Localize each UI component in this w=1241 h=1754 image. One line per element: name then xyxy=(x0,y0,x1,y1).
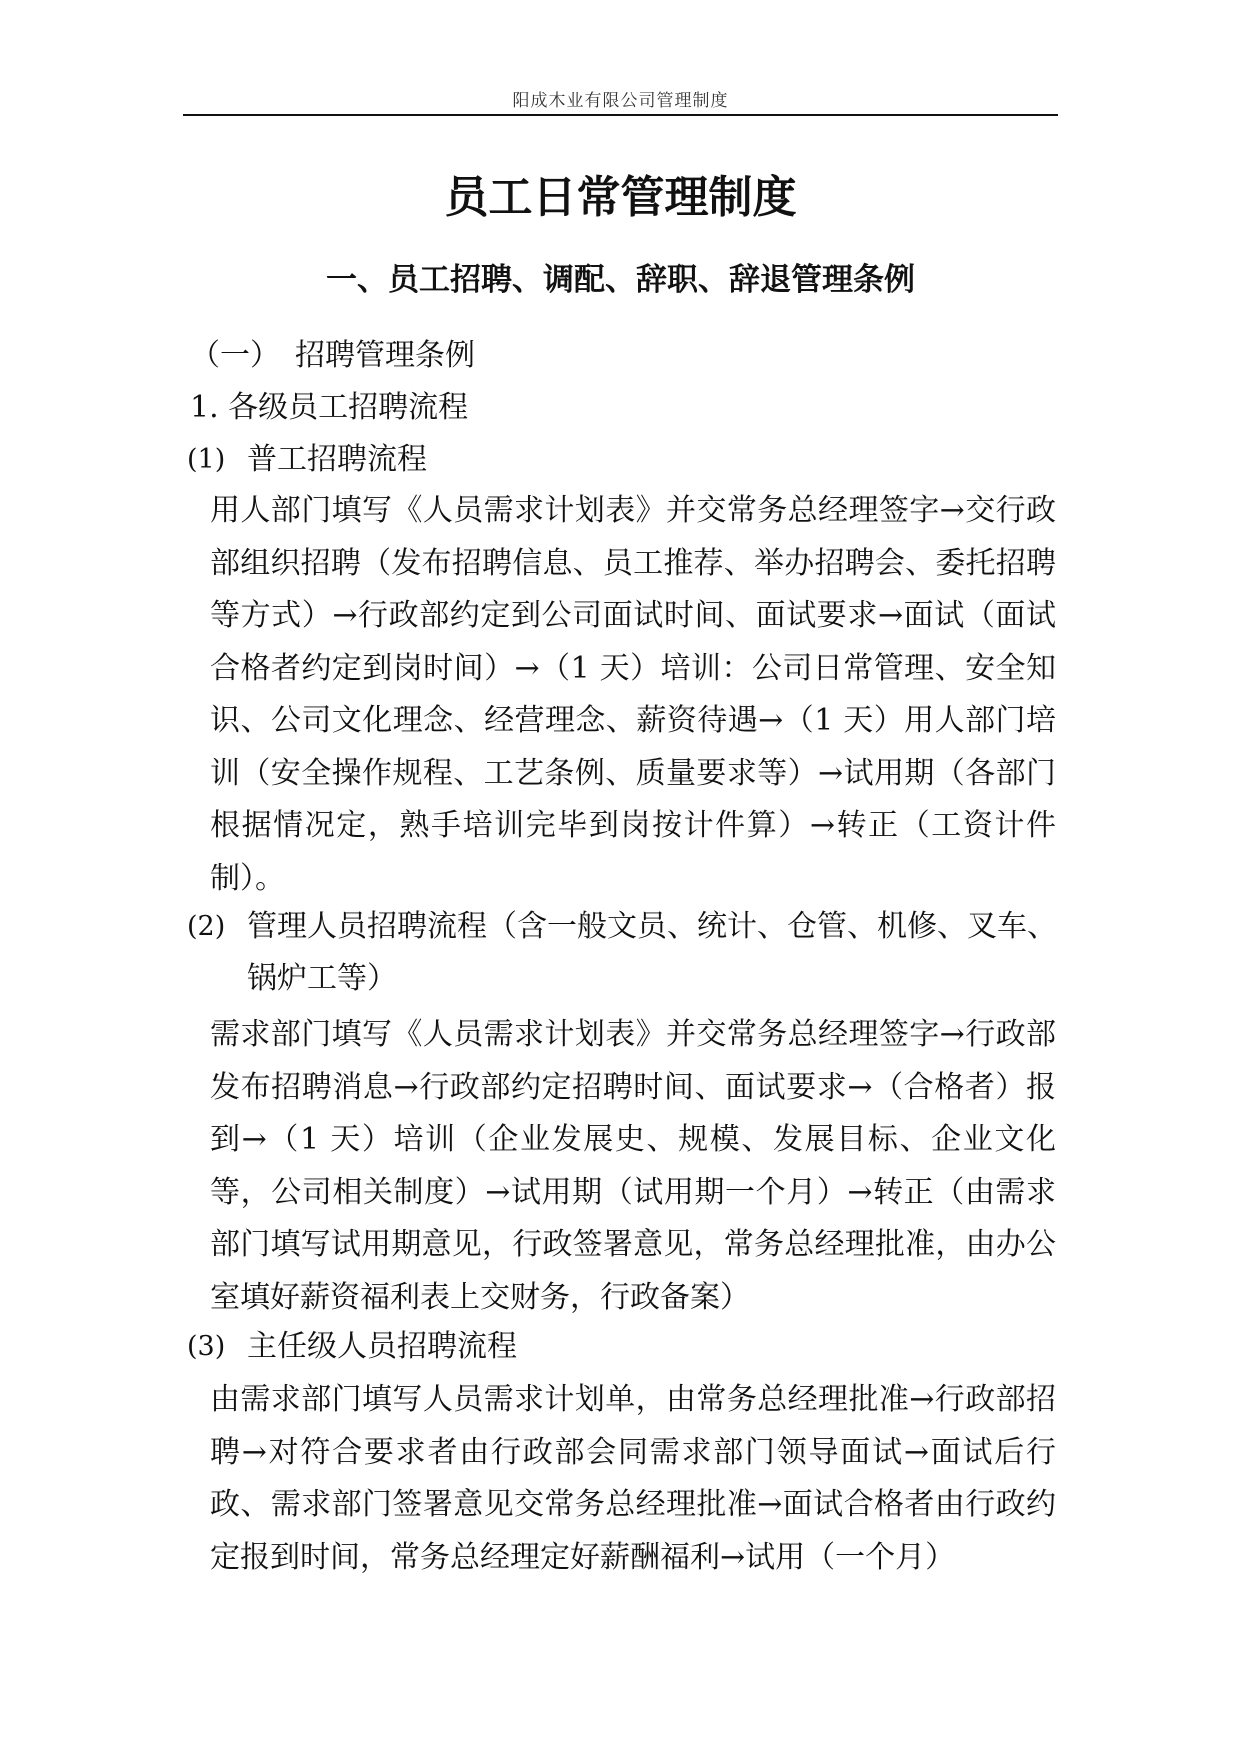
section-title: 一、员工招聘、调配、辞职、辞退管理条例 xyxy=(326,262,915,298)
header-divider xyxy=(183,114,1058,116)
item-body-paragraph: 由需求部门填写人员需求计划单，由常务总经理批准→行政部招聘→对符合要求者由行政部会同需求部门领导面试→面试后行政、需求部门签署意见交常务总经理批准→面试合格者由行政约定报到时间，常务总经理定好薪酬福利→试用（一个月） xyxy=(210,1382,1056,1575)
item-number: (2) xyxy=(187,911,226,942)
subsection-heading: （一） 招聘管理条例 xyxy=(190,338,475,373)
item-body-paragraph: 用人部门填写《人员需求计划表》并交常务总经理签字→交行政部组织招聘（发布招聘信息、员工推荐、举办招聘会、委托招聘等方式）→行政部约定到公司面试时间、面试要求→面试（面试合格者约定到岗时间）→（1 天）培训：公司日常管理、安全知识、公司文化理念、经营理念、薪资待遇→（1 天）用人部门培训（安全操作规程、工艺条例、质量要求等）→试用期（各部门根据情况定，熟手培训完毕到岗按计件算）→转正（工资计件制）。 xyxy=(210,493,1056,896)
document-title: 员工日常管理制度 xyxy=(444,172,797,223)
heading-level-1: 1. 各级员工招聘流程 xyxy=(190,390,469,425)
item-number: (1) xyxy=(187,444,226,475)
item-title: 普工招聘流程 xyxy=(247,442,427,477)
page-header: 阳成木业有限公司管理制度 xyxy=(512,91,729,111)
item-body-paragraph: 需求部门填写《人员需求计划表》并交常务总经理签字→行政部发布招聘消息→行政部约定招聘时间、面试要求→（合格者）报到→（1 天）培训（企业发展史、规模、发展目标、企业文化等，公司相关制度）→试用期（试用期一个月）→转正（由需求部门填写试用期意见，行政签署意见，常务总经理批准，由办公室填好薪资福利表上交财务，行政备案） xyxy=(210,1017,1056,1315)
item-title: 主任级人员招聘流程 xyxy=(247,1329,517,1364)
item-title: 管理人员招聘流程（含一般文员、统计、仓管、机修、叉车、 xyxy=(247,909,1057,944)
item-number: (3) xyxy=(187,1331,226,1362)
item-title-continued: 锅炉工等） xyxy=(247,961,397,996)
